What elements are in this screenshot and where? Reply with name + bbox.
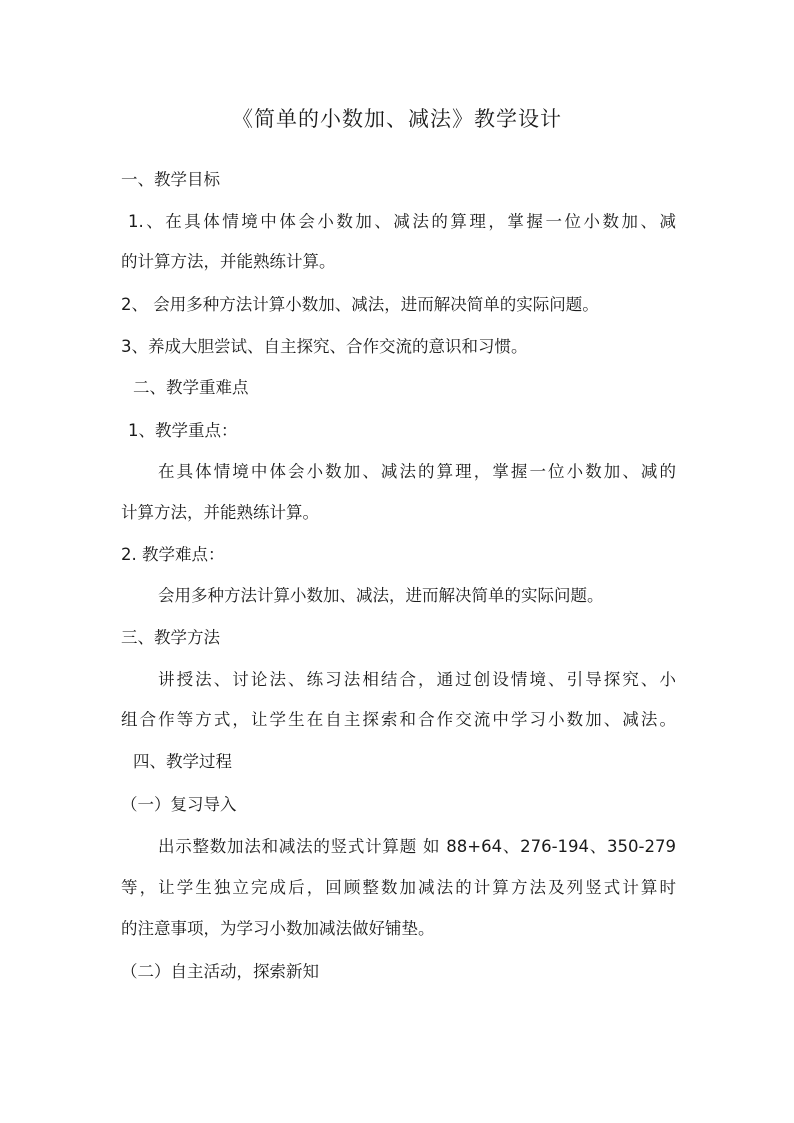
methods-line-1: 讲授法、讨论法、练习法相结合，通过创设情境、引导探究、小: [158, 670, 676, 689]
review-line-1: 出示整数加法和减法的竖式计算题 如 88+64、276-194、350-279: [158, 837, 676, 856]
objective-1-line-2: 的计算方法，并能熟练计算。: [121, 252, 336, 271]
review-line-3: 的注意事项，为学习小数加减法做好铺垫。: [121, 919, 435, 938]
heading-process: 四、教学过程: [133, 752, 232, 771]
key-point-line-1: 在具体情境中体会小数加、减法的算理，掌握一位小数加、减的: [158, 462, 676, 481]
objective-1-line-1: 1.、在具体情境中体会小数加、减法的算理，掌握一位小数加、减: [128, 212, 676, 231]
difficulty-label: 2. 教学难点：: [121, 545, 225, 564]
document-title: 《简单的小数加、减法》教学设计: [232, 107, 562, 131]
key-point-label: 1、教学重点：: [128, 421, 238, 440]
objective-2: 2、 会用多种方法计算小数加、减法，进而解决简单的实际问题。: [121, 295, 599, 314]
review-line-2: 等，让学生独立完成后，回顾整数加减法的计算方法及列竖式计算时: [121, 878, 676, 897]
subheading-explore: （二）自主活动，探索新知: [121, 962, 319, 981]
key-point-line-2: 计算方法，并能熟练计算。: [121, 503, 319, 522]
subheading-review: （一）复习导入: [121, 795, 237, 814]
heading-objectives: 一、教学目标: [121, 170, 220, 189]
heading-key-points: 二、教学重难点: [133, 378, 249, 397]
methods-line-2: 组合作等方式，让学生在自主探索和合作交流中学习小数加、减法。: [121, 710, 676, 729]
objective-3: 3、养成大胆尝试、自主探究、合作交流的意识和习惯。: [121, 337, 528, 356]
heading-methods: 三、教学方法: [121, 628, 220, 647]
difficulty-text: 会用多种方法计算小数加、减法，进而解决简单的实际问题。: [158, 586, 604, 605]
